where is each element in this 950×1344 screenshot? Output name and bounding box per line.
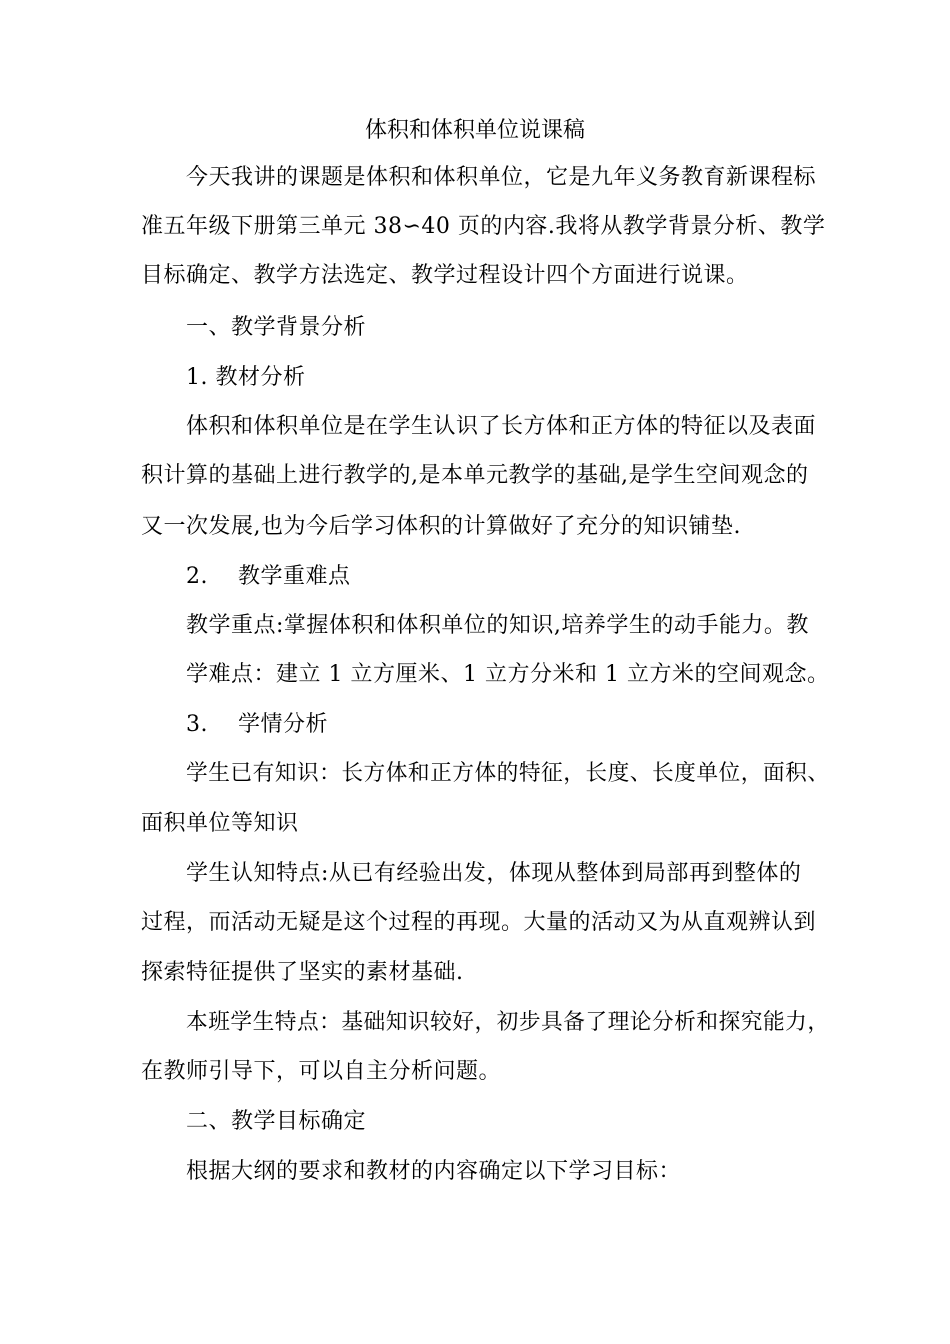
paragraph-line: 准五年级下册第三单元 38∽40 页的内容.我将从教学背景分析、教学 bbox=[141, 214, 826, 239]
paragraph-line: 根据大纲的要求和教材的内容确定以下学习目标： bbox=[186, 1159, 682, 1184]
section-heading: 二、教学目标确定 bbox=[186, 1109, 367, 1134]
paragraph-line: 本班学生特点：基础知识较好，初步具备了理论分析和探究能力， bbox=[186, 1010, 830, 1035]
paragraph-line: 学生认知特点:从已有经验出发，体现从整体到局部再到整体的 bbox=[186, 861, 802, 886]
paragraph-line: 教学重点:掌握体积和体积单位的知识,培养学生的动手能力。教 bbox=[186, 613, 809, 638]
paragraph-line: 探索特征提供了坚实的素材基础. bbox=[141, 960, 464, 985]
paragraph-line: 过程，而活动无疑是这个过程的再现。大量的活动又为从直观辨认到 bbox=[141, 910, 817, 935]
paragraph-line: 又一次发展,也为今后学习体积的计算做好了充分的知识铺垫. bbox=[141, 514, 741, 539]
section-heading: 一、教学背景分析 bbox=[186, 315, 367, 340]
paragraph-line: 学生已有知识：长方体和正方体的特征，长度、长度单位，面积、 bbox=[186, 761, 830, 786]
paragraph-line: 目标确定、教学方法选定、教学过程设计四个方面进行说课。 bbox=[141, 263, 749, 288]
subsection-heading: 2. 教学重难点 bbox=[186, 564, 351, 589]
paragraph-line: 学难点：建立 1 立方厘米、1 立方分米和 1 立方米的空间观念。 bbox=[186, 662, 830, 687]
paragraph-line: 今天我讲的课题是体积和体积单位，它是九年义务教育新课程标 bbox=[186, 165, 817, 190]
subsection-heading: 1. 教材分析 bbox=[186, 365, 306, 390]
paragraph-line: 体积和体积单位是在学生认识了长方体和正方体的特征以及表面 bbox=[186, 414, 817, 439]
paragraph-line: 积计算的基础上进行教学的,是本单元教学的基础,是学生空间观念的 bbox=[141, 463, 809, 488]
document-title: 体积和体积单位说课稿 bbox=[364, 118, 585, 143]
paragraph-line: 面积单位等知识 bbox=[141, 811, 299, 836]
paragraph-line: 在教师引导下，可以自主分析问题。 bbox=[141, 1059, 502, 1084]
subsection-heading: 3. 学情分析 bbox=[186, 712, 328, 737]
